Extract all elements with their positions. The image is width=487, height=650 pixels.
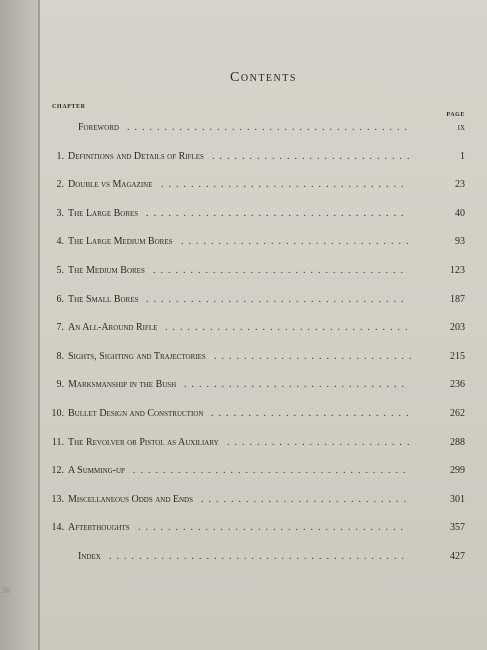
toc-entry [40, 437, 487, 453]
dot-leader: ............................... [181, 236, 414, 248]
toc-entry [40, 465, 487, 481]
page-number: 23 [455, 179, 465, 191]
contents-page [40, 0, 487, 650]
toc-entry [40, 494, 487, 510]
dot-leader: .................................... [138, 522, 408, 534]
chapter-number: 14. [51, 522, 64, 534]
chapter-title: A Summing-up [68, 465, 125, 477]
chapter-title: Bullet Design and Construction [68, 408, 204, 419]
chapter-title: Miscellaneous Odds and Ends [68, 493, 194, 505]
dot-leader: ...................................... [127, 122, 412, 133]
chapter-title: Double vs Magazine [68, 179, 153, 191]
facing-page-edge [0, 0, 40, 650]
chapter-number: 4. [56, 236, 64, 248]
chapter-title: Sights, Sighting and Trajectories [68, 350, 206, 362]
toc-entry [40, 208, 487, 224]
chapter-number: 8. [56, 350, 64, 362]
toc-entry [40, 322, 487, 338]
chapter-title: The Large Bores [68, 207, 139, 219]
dot-leader: ........................... [211, 408, 414, 419]
page-number: 93 [455, 236, 465, 248]
dot-leader: .............................. [184, 379, 409, 391]
toc-entry [40, 265, 487, 281]
page-number: 262 [450, 408, 465, 419]
chapter-title: Foreword [78, 122, 119, 133]
page-number: 40 [455, 207, 465, 219]
toc-entry [40, 151, 487, 167]
dot-leader: ..................................... [133, 465, 411, 477]
chapter-column-label: CHAPTER [52, 104, 86, 110]
chapter-number: 13. [51, 493, 64, 505]
page-number: 123 [450, 265, 465, 276]
toc-entry [40, 179, 487, 195]
page-number: 187 [450, 293, 465, 305]
dot-leader: ......................... [227, 436, 415, 448]
chapter-title: The Revolver or Pistol as Auxiliary [68, 436, 219, 448]
page-number: 1 [460, 150, 465, 162]
chapter-number: 7. [56, 322, 64, 334]
chapter-number: 2. [56, 179, 64, 191]
page-number: 427 [450, 551, 465, 562]
dot-leader: ................................... [146, 207, 409, 219]
chapter-number: 3. [56, 207, 64, 219]
chapter-number: 5. [56, 265, 64, 276]
toc-entry [40, 236, 487, 252]
chapter-title: Definitions and Details of Rifles [68, 150, 204, 162]
chapter-title: An All-Around Rifle [68, 322, 158, 334]
chapter-title: Index [78, 551, 101, 562]
dot-leader: ............................ [201, 493, 411, 505]
chapter-number: 9. [56, 379, 64, 391]
dot-leader: ........................... [212, 150, 415, 162]
toc-entry [40, 379, 487, 395]
chapter-number: 6. [56, 293, 64, 305]
page-number: 203 [450, 322, 465, 334]
chapter-title: The Large Medium Bores [68, 236, 173, 248]
page-number: 357 [450, 522, 465, 534]
chapter-number: 12. [51, 465, 64, 477]
toc-entry [40, 522, 487, 538]
dot-leader: .................................. [153, 265, 408, 276]
dot-leader: ........................................ [109, 551, 409, 562]
page-number: 288 [450, 436, 465, 448]
chapter-title: Afterthoughts [68, 522, 130, 534]
page-number: 301 [450, 493, 465, 505]
chapter-title: The Medium Bores [68, 265, 145, 276]
toc-entry [40, 294, 487, 310]
chapter-number: 11. [51, 436, 64, 448]
page-title: Contents [230, 70, 297, 85]
dot-leader: ........................... [214, 350, 417, 362]
chapter-title: The Small Bores [68, 293, 139, 305]
page-number: 299 [450, 465, 465, 477]
toc-entry [40, 351, 487, 367]
chapter-title: Marksmanship in the Bush [68, 379, 177, 391]
page-column-label: PAGE [446, 112, 465, 118]
dot-leader: ................................... [146, 293, 409, 305]
page-number: 215 [450, 350, 465, 362]
toc-entry [40, 122, 487, 138]
toc-entry [40, 408, 487, 424]
chapter-number: 10. [51, 408, 64, 419]
chapter-number: 1. [56, 150, 64, 162]
page-number: 236 [450, 379, 465, 391]
toc-entry [40, 551, 487, 567]
dot-leader: ................................. [165, 322, 413, 334]
dot-leader: ................................. [161, 179, 409, 191]
page-number: ix [457, 122, 465, 133]
margin-note: 38 [2, 586, 10, 595]
